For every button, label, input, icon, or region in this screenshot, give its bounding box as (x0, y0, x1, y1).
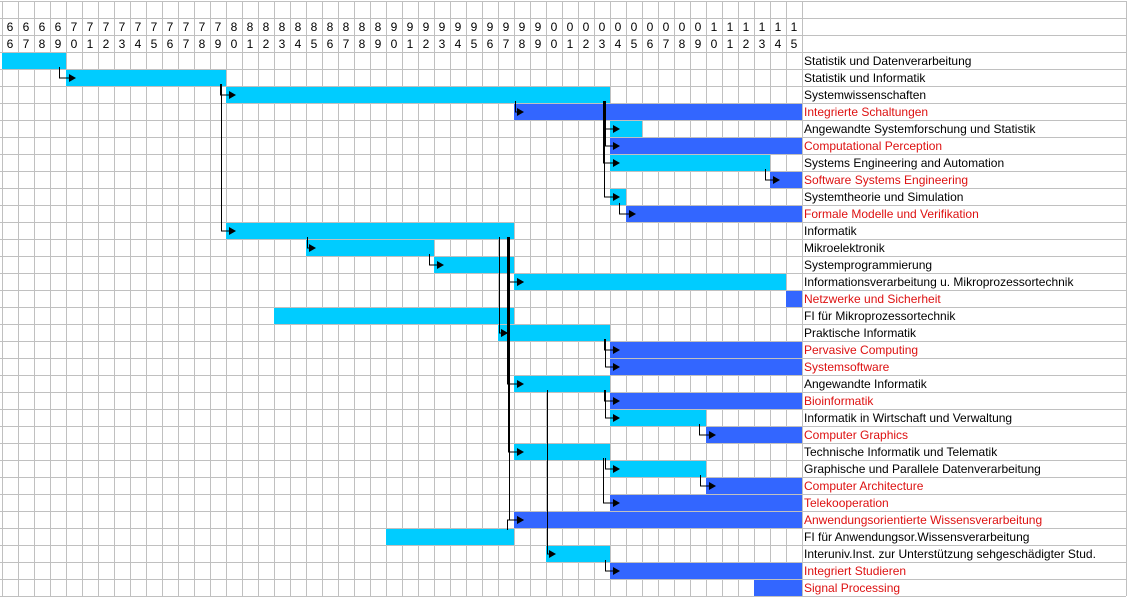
year-header-digit: 8 (678, 37, 686, 51)
year-header-digit: 9 (214, 37, 222, 51)
bar-20 (610, 393, 802, 409)
bar-24 (610, 461, 706, 477)
row-label-24: Graphische und Parallele Datenverarbeitung (804, 462, 1041, 476)
year-header-digit: 7 (214, 20, 222, 34)
year-header-digit: 7 (198, 20, 206, 34)
year-header-digit: 1 (726, 20, 734, 34)
year-header-digit: 7 (150, 20, 158, 34)
year-header-digit: 2 (102, 37, 110, 51)
year-header-digit: 9 (534, 37, 542, 51)
year-header-digit: 3 (278, 37, 286, 51)
bar-6 (610, 155, 770, 171)
year-header-digit: 3 (118, 37, 126, 51)
year-header-digit: 4 (454, 37, 462, 51)
year-header-digit: 0 (678, 20, 686, 34)
year-header-digit: 0 (566, 20, 574, 34)
year-header-digit: 8 (358, 37, 366, 51)
year-header-digit: 1 (406, 37, 414, 51)
year-header-digit: 8 (38, 37, 46, 51)
year-header-digit: 1 (86, 37, 94, 51)
row-label-19: Angewandte Informatik (804, 377, 927, 391)
year-header-digit: 9 (438, 20, 446, 34)
bar-26 (610, 495, 802, 511)
bar-19 (514, 376, 610, 392)
row-label-8: Systemtheorie und Simulation (804, 190, 964, 204)
row-label-18: Systemsoftware (804, 360, 890, 374)
year-header-digit: 6 (22, 20, 30, 34)
year-header-digit: 0 (582, 20, 590, 34)
year-header-digit: 9 (518, 20, 526, 34)
year-header-digit: 7 (182, 20, 190, 34)
year-header-digit: 2 (422, 37, 430, 51)
year-header-digit: 7 (134, 20, 142, 34)
year-header-digit: 1 (566, 37, 574, 51)
row-label-5: Computational Perception (804, 139, 943, 153)
year-header-digit: 8 (230, 20, 238, 34)
year-header-digit: 7 (102, 20, 110, 34)
year-header-digit: 3 (438, 37, 446, 51)
bar-5 (610, 138, 802, 154)
bar-0 (2, 53, 66, 69)
bar-21 (610, 410, 706, 426)
year-header-digit: 7 (166, 20, 174, 34)
row-label-4: Angewandte Systemforschung und Statistik (804, 122, 1036, 136)
year-header-digit: 5 (630, 37, 638, 51)
row-label-14: Netzwerke und Sicherheit (804, 292, 941, 306)
year-header-digit: 8 (294, 20, 302, 34)
year-header-digit: 7 (86, 20, 94, 34)
year-header-digit: 6 (38, 20, 46, 34)
year-header-digit: 9 (54, 37, 62, 51)
year-header-digit: 3 (598, 37, 606, 51)
year-header-digit: 0 (614, 20, 622, 34)
row-label-31: Signal Processing (804, 581, 901, 595)
row-label-20: Bioinformatik (804, 394, 874, 408)
bar-30 (610, 563, 802, 579)
year-header-digit: 1 (790, 20, 798, 34)
year-header-digit: 1 (742, 20, 750, 34)
year-header-digit: 0 (630, 20, 638, 34)
year-header-digit: 9 (422, 20, 430, 34)
year-header-digit: 6 (6, 37, 14, 51)
year-header-digit: 1 (710, 20, 718, 34)
year-header-digit: 7 (118, 20, 126, 34)
row-label-11: Mikroelektronik (804, 241, 885, 255)
year-header-digit: 4 (614, 37, 622, 51)
bar-13 (514, 274, 786, 290)
year-header-digit: 0 (390, 37, 398, 51)
row-label-6: Systems Engineering and Automation (804, 156, 1005, 170)
row-label-1: Statistik und Informatik (804, 71, 926, 85)
bar-9 (626, 206, 802, 222)
year-header-digit: 7 (342, 37, 350, 51)
row-label-29: Interuniv.Inst. zur Unterstützung sehgeschädigter Stud. (804, 547, 1096, 561)
year-header-digit: 0 (646, 20, 654, 34)
row-label-27: Anwendungsorientierte Wissensverarbeitung (804, 513, 1043, 527)
year-header-digit: 0 (550, 20, 558, 34)
year-header-digit: 0 (710, 37, 718, 51)
year-header-digit: 8 (326, 20, 334, 34)
row-label-23: Technische Informatik und Telematik (804, 445, 998, 459)
row-label-28: FI für Anwendungsor.Wissensverarbeitung (804, 530, 1030, 544)
year-header-digit: 2 (742, 37, 750, 51)
year-header-digit: 9 (486, 20, 494, 34)
bar-12 (434, 257, 514, 273)
year-header-digit: 3 (758, 37, 766, 51)
year-header-digit: 4 (134, 37, 142, 51)
bar-1 (66, 70, 226, 86)
year-header-digit: 8 (518, 37, 526, 51)
year-header-digit: 8 (310, 20, 318, 34)
year-header-digit: 0 (662, 20, 670, 34)
year-header-digit: 0 (598, 20, 606, 34)
bar-25 (706, 478, 802, 494)
year-header-digit: 7 (22, 37, 30, 51)
bar-23 (514, 444, 610, 460)
year-header-digit: 6 (326, 37, 334, 51)
bar-31 (754, 580, 802, 596)
year-header-digit: 4 (774, 37, 782, 51)
year-header-digit: 9 (406, 20, 414, 34)
year-header-digit: 9 (502, 20, 510, 34)
year-header-digit: 8 (262, 20, 270, 34)
bar-10 (226, 223, 514, 239)
year-header-digit: 0 (694, 20, 702, 34)
year-header-digit: 6 (486, 37, 494, 51)
row-label-17: Pervasive Computing (804, 343, 919, 357)
bar-27 (514, 512, 802, 528)
row-label-9: Formale Modelle und Verifikation (804, 207, 979, 221)
row-label-21: Informatik in Wirtschaft und Verwaltung (804, 411, 1013, 425)
year-header-digit: 0 (230, 37, 238, 51)
year-header-digit: 8 (358, 20, 366, 34)
year-header-digit: 4 (294, 37, 302, 51)
bar-18 (610, 359, 802, 375)
year-header-digit: 2 (262, 37, 270, 51)
year-header-digit: 1 (774, 20, 782, 34)
bar-3 (514, 104, 802, 120)
year-header-digit: 9 (454, 20, 462, 34)
bar-16 (498, 325, 610, 341)
bar-17 (610, 342, 802, 358)
bar-2 (226, 87, 610, 103)
row-label-22: Computer Graphics (804, 428, 909, 442)
row-label-26: Telekooperation (804, 496, 889, 510)
year-header-digit: 9 (534, 20, 542, 34)
bar-22 (706, 427, 802, 443)
row-label-13: Informationsverarbeitung u. Mikroprozessortechnik (804, 275, 1074, 289)
connector-line (548, 390, 552, 554)
year-header-digit: 6 (166, 37, 174, 51)
year-header-digit: 8 (374, 20, 382, 34)
row-label-3: Integrierte Schaltungen (804, 105, 929, 119)
year-header-digit: 7 (662, 37, 670, 51)
year-header-digit: 8 (278, 20, 286, 34)
year-header-digit: 9 (694, 37, 702, 51)
year-header-digit: 0 (550, 37, 558, 51)
year-header-digit: 1 (246, 37, 254, 51)
year-header-digit: 9 (374, 37, 382, 51)
row-label-15: FI für Mikroprozessortechnik (804, 309, 956, 323)
year-header-digit: 8 (198, 37, 206, 51)
year-header-digit: 6 (6, 20, 14, 34)
bar-11 (306, 240, 434, 256)
row-label-7: Software Systems Engineering (804, 173, 969, 187)
year-header-digit: 7 (182, 37, 190, 51)
year-header-digit: 5 (150, 37, 158, 51)
year-header-digit: 7 (70, 20, 78, 34)
row-label-12: Systemprogrammierung (804, 258, 933, 272)
year-header-digit: 7 (502, 37, 510, 51)
row-label-16: Praktische Informatik (804, 326, 917, 340)
bar-14 (786, 291, 802, 307)
year-header-digit: 8 (342, 20, 350, 34)
year-header-digit: 0 (70, 37, 78, 51)
year-header-digit: 2 (582, 37, 590, 51)
year-header-digit: 9 (390, 20, 398, 34)
row-label-25: Computer Architecture (804, 479, 924, 493)
year-header-digit: 1 (726, 37, 734, 51)
bar-28 (386, 529, 514, 545)
year-header-digit: 9 (470, 20, 478, 34)
year-header-digit: 6 (54, 20, 62, 34)
row-label-10: Informatik (804, 224, 857, 238)
year-header-digit: 8 (246, 20, 254, 34)
row-label-0: Statistik und Datenverarbeitung (804, 54, 972, 68)
year-header-digit: 5 (470, 37, 478, 51)
row-label-30: Integriert Studieren (804, 564, 907, 578)
year-header-digit: 6 (646, 37, 654, 51)
year-header-digit: 5 (310, 37, 318, 51)
year-header-digit: 5 (790, 37, 798, 51)
year-header-digit: 1 (758, 20, 766, 34)
bar-15 (274, 308, 514, 324)
row-label-2: Systemwissenschaften (804, 88, 927, 102)
